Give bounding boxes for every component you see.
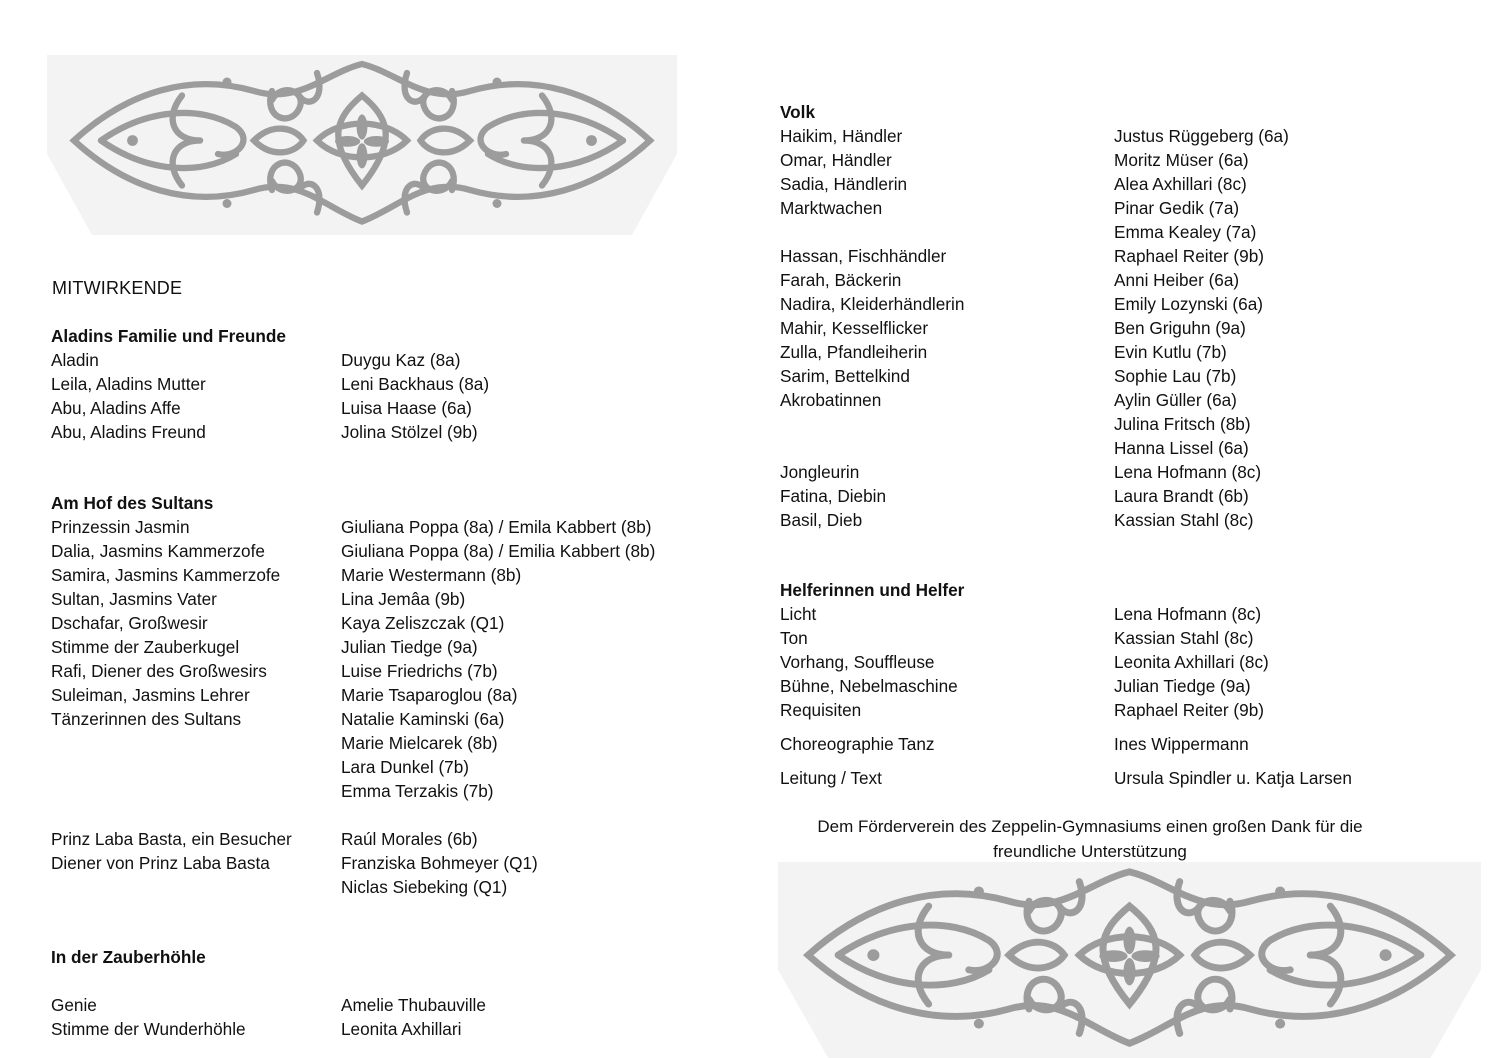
document-title: MITWIRKENDE bbox=[52, 278, 183, 298]
cast-name: Hanna Lissel (6a) bbox=[1114, 438, 1249, 458]
cast-name: Pinar Gedik (7a) bbox=[1114, 198, 1240, 218]
left-page bbox=[0, 0, 740, 1058]
role-label: Abu, Aladins Affe bbox=[51, 398, 181, 418]
role-label: Vorhang, Souffleuse bbox=[780, 652, 935, 672]
cast-name: Duygu Kaz (8a) bbox=[341, 350, 461, 370]
cast-name: Emma Terzakis (7b) bbox=[341, 781, 494, 801]
cast-name: Leni Backhaus (8a) bbox=[341, 374, 490, 394]
role-label: Farah, Bäckerin bbox=[780, 270, 902, 290]
role-label: Choreographie Tanz bbox=[780, 734, 935, 754]
role-label: Suleiman, Jasmins Lehrer bbox=[51, 685, 250, 705]
section-heading: Volk bbox=[780, 102, 816, 122]
role-label: Sarim, Bettelkind bbox=[780, 366, 910, 386]
cast-name: Emily Lozynski (6a) bbox=[1114, 294, 1263, 314]
role-label: Omar, Händler bbox=[780, 150, 892, 170]
role-label: Mahir, Kesselflicker bbox=[780, 318, 929, 338]
role-label: Requisiten bbox=[780, 700, 862, 720]
cast-name: Amelie Thubauville bbox=[341, 995, 486, 1015]
cast-name: Kassian Stahl (8c) bbox=[1114, 510, 1254, 530]
cast-name: Luise Friedrichs (7b) bbox=[341, 661, 498, 681]
cast-name: Natalie Kaminski (6a) bbox=[341, 709, 505, 729]
role-label: Bühne, Nebelmaschine bbox=[780, 676, 958, 696]
role-label: Haikim, Händler bbox=[780, 126, 903, 146]
cast-name: Marie Mielcarek (8b) bbox=[341, 733, 498, 753]
section-heading: Helferinnen und Helfer bbox=[780, 580, 965, 600]
arabesque-ornament-icon bbox=[778, 862, 1481, 1058]
role-label: Zulla, Pfandleiherin bbox=[780, 342, 928, 362]
role-label: Genie bbox=[51, 995, 97, 1015]
cast-name: Lena Hofmann (8c) bbox=[1114, 462, 1262, 482]
role-label: Stimme der Wunderhöhle bbox=[51, 1019, 246, 1039]
cast-name: Moritz Müser (6a) bbox=[1114, 150, 1249, 170]
cast-name: Sophie Lau (7b) bbox=[1114, 366, 1237, 386]
role-label: Dalia, Jasmins Kammerzofe bbox=[51, 541, 265, 561]
role-label: Samira, Jasmins Kammerzofe bbox=[51, 565, 281, 585]
role-label: Stimme der Zauberkugel bbox=[51, 637, 240, 657]
cast-name: Justus Rüggeberg (6a) bbox=[1114, 126, 1289, 146]
cast-name: Lena Hofmann (8c) bbox=[1114, 604, 1262, 624]
role-label: Sadia, Händlerin bbox=[780, 174, 908, 194]
cast-name: Kassian Stahl (8c) bbox=[1114, 628, 1254, 648]
role-label: Leila, Aladins Mutter bbox=[51, 374, 206, 394]
role-label: Jongleurin bbox=[780, 462, 860, 482]
cast-name: Anni Heiber (6a) bbox=[1114, 270, 1240, 290]
role-label: Rafi, Diener des Großwesirs bbox=[51, 661, 267, 681]
arabesque-ornament-icon bbox=[10, 55, 714, 235]
right-page bbox=[740, 0, 1497, 1058]
thanks-note bbox=[780, 814, 1400, 864]
role-label: Marktwachen bbox=[780, 198, 883, 218]
cast-name: Ursula Spindler u. Katja Larsen bbox=[1114, 768, 1352, 788]
role-label: Nadira, Kleiderhändlerin bbox=[780, 294, 965, 314]
thanks-line: freundliche Unterstützung bbox=[993, 842, 1187, 861]
section-heading: In der Zauberhöhle bbox=[51, 947, 206, 967]
role-label: Fatina, Diebin bbox=[780, 486, 887, 506]
cast-name: Niclas Siebeking (Q1) bbox=[341, 877, 508, 897]
cast-name: Jolina Stölzel (9b) bbox=[341, 422, 478, 442]
cast-name: Raphael Reiter (9b) bbox=[1114, 246, 1264, 266]
role-label: Abu, Aladins Freund bbox=[51, 422, 206, 442]
cast-name: Laura Brandt (6b) bbox=[1114, 486, 1249, 506]
cast-name: Leonita Axhillari (8c) bbox=[1114, 652, 1269, 672]
role-label: Tänzerinnen des Sultans bbox=[51, 709, 242, 729]
cast-name: Ben Griguhn (9a) bbox=[1114, 318, 1246, 338]
cast-name: Ines Wippermann bbox=[1114, 734, 1249, 754]
cast-name: Evin Kutlu (7b) bbox=[1114, 342, 1227, 362]
role-label: Basil, Dieb bbox=[780, 510, 863, 530]
cast-name: Raphael Reiter (9b) bbox=[1114, 700, 1264, 720]
role-label: Dschafar, Großwesir bbox=[51, 613, 208, 633]
cast-name: Luisa Haase (6a) bbox=[341, 398, 472, 418]
cast-name: Emma Kealey (7a) bbox=[1114, 222, 1257, 242]
role-label: Akrobatinnen bbox=[780, 390, 882, 410]
cast-name: Julina Fritsch (8b) bbox=[1114, 414, 1251, 434]
section-heading: Am Hof des Sultans bbox=[51, 493, 214, 513]
cast-name: Alea Axhillari (8c) bbox=[1114, 174, 1247, 194]
role-label: Leitung / Text bbox=[780, 768, 882, 788]
role-label: Hassan, Fischhändler bbox=[780, 246, 947, 266]
cast-name: Aylin Güller (6a) bbox=[1114, 390, 1237, 410]
cast-name: Giuliana Poppa (8a) / Emila Kabbert (8b) bbox=[341, 517, 652, 537]
role-label: Ton bbox=[780, 628, 808, 648]
role-label: Prinz Laba Basta, ein Besucher bbox=[51, 829, 292, 849]
cast-name: Kaya Zeliszczak (Q1) bbox=[341, 613, 505, 633]
cast-name: Lara Dunkel (7b) bbox=[341, 757, 470, 777]
thanks-line: Dem Förderverein des Zeppelin-Gymnasiums einen großen Dank für die bbox=[817, 817, 1363, 836]
cast-name: Marie Westermann (8b) bbox=[341, 565, 522, 585]
cast-name: Marie Tsaparoglou (8a) bbox=[341, 685, 518, 705]
role-label: Prinzessin Jasmin bbox=[51, 517, 190, 537]
cast-name: Leonita Axhillari bbox=[341, 1019, 462, 1039]
cast-name: Lina Jemâa (9b) bbox=[341, 589, 466, 609]
role-label: Sultan, Jasmins Vater bbox=[51, 589, 217, 609]
cast-name: Julian Tiedge (9a) bbox=[1114, 676, 1251, 696]
section-heading: Aladins Familie und Freunde bbox=[51, 326, 286, 346]
cast-name: Raúl Morales (6b) bbox=[341, 829, 478, 849]
role-label: Aladin bbox=[51, 350, 99, 370]
role-label: Diener von Prinz Laba Basta bbox=[51, 853, 270, 873]
cast-name: Franziska Bohmeyer (Q1) bbox=[341, 853, 538, 873]
cast-name: Giuliana Poppa (8a) / Emilia Kabbert (8b) bbox=[341, 541, 656, 561]
cast-name: Julian Tiedge (9a) bbox=[341, 637, 478, 657]
role-label: Licht bbox=[780, 604, 817, 624]
